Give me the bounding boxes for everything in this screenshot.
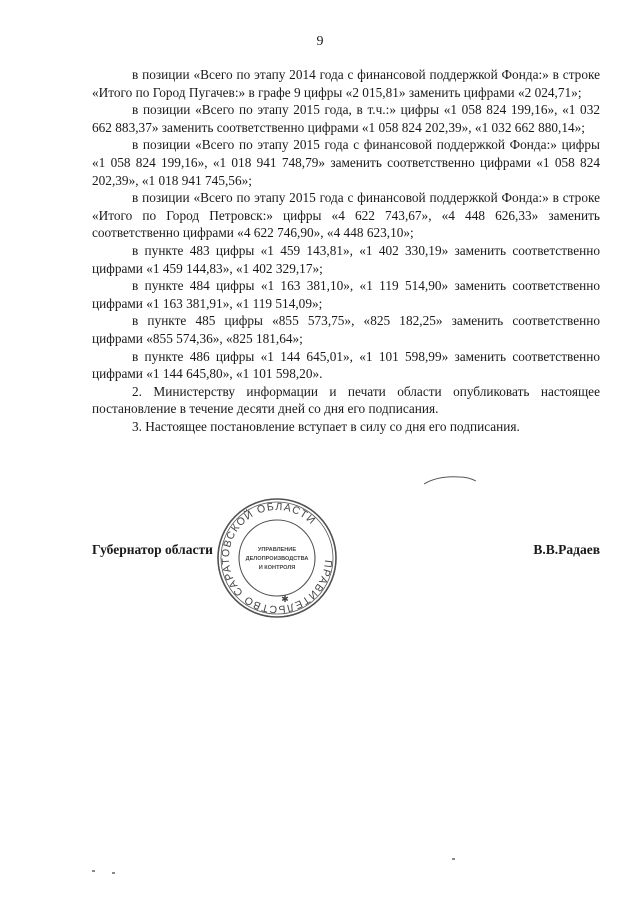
paragraph-7: в пункте 485 цифры «855 573,75», «825 182,25» заменить соответственно цифрами «855 574,36», «825 181,64»;	[92, 313, 600, 346]
paragraph-4: в позиции «Всего по этапу 2015 года с финансовой поддержкой Фонда:» в строке «Итого по Город Петровск:» цифры «4 622 743,67», «4 448 626,33» заменить соответственно цифрами «4 622 746,90», «4 448 623,10»;	[92, 190, 600, 241]
signature-block	[92, 542, 600, 566]
stamp-center-line-1: УПРАВЛЕНИЕ	[257, 547, 297, 553]
paragraph-3: в позиции «Всего по этапу 2015 года с финансовой поддержкой Фонда:» цифры «1 058 824 199,16», «1 018 941 748,79» заменить соответственно цифрами «1 058 824 202,39», «1 018 941 745,56»;	[92, 137, 600, 188]
document-body	[92, 66, 600, 435]
page-number: 9	[316, 34, 324, 49]
stamp-center-line-3: И КОНТРОЛЯ	[258, 565, 296, 571]
paragraph-2: в позиции «Всего по этапу 2015 года, в т.ч.:» цифры «1 058 824 199,16», «1 032 662 883,37» заменить соответственно цифрами «1 058 824 202,39», «1 032 662 880,14»;	[92, 102, 600, 135]
paragraph-effective: 3. Настоящее постановление вступает в силу со дня его подписания.	[132, 418, 520, 434]
stamp-center-line-2: ДЕЛОПРОИЗВОДСТВА	[245, 556, 309, 562]
paragraph-5: в пункте 483 цифры «1 459 143,81», «1 402 330,19» заменить соответственно цифрами «1 459 144,83», «1 402 329,17»;	[92, 242, 600, 276]
stamp-star-icon: ✱	[281, 595, 289, 605]
stamp-ring-text: ПРАВИТЕЛЬСТВО САРАТОВСКОЙ ОБЛАСТИ	[219, 500, 335, 616]
paragraph-8: в пункте 486 цифры «1 144 645,01», «1 101 598,99» заменить соответственно цифрами «1 144 645,80», «1 101 598,20».	[92, 348, 600, 382]
paragraph-6: в пункте 484 цифры «1 163 381,10», «1 119 514,90» заменить соответственно цифрами «1 163 381,91», «1 119 514,09»;	[92, 278, 600, 311]
signatory-title: Губернатор области	[92, 542, 213, 557]
signature-mark	[420, 470, 480, 490]
scan-speck	[112, 872, 115, 874]
official-stamp	[215, 496, 339, 620]
scan-speck	[92, 870, 95, 872]
paragraph-1: в позиции «Всего по этапу 2014 года с финансовой поддержкой Фонда:» в строке «Итого по Город Пугачев:» в графе 9 цифры «2 015,81» заменить цифрами «2 024,71»;	[92, 67, 600, 100]
scan-speck	[452, 858, 455, 860]
paragraph-publish: 2. Министерству информации и печати области опубликовать настоящее постановление в течение десяти дней со дня его подписания.	[92, 383, 600, 417]
signatory-name: В.В.Радаев	[533, 542, 600, 557]
